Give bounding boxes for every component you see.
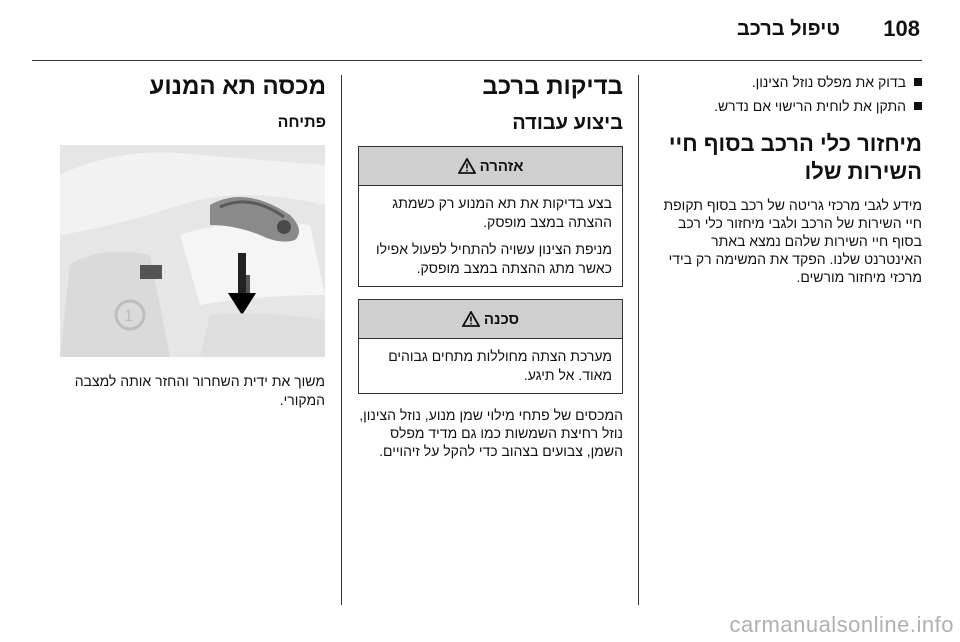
- bullet-item: [650, 72, 922, 92]
- warning-box-header: [359, 147, 622, 186]
- danger-label: סכנה: [483, 310, 520, 328]
- danger-box-header: [359, 300, 622, 339]
- warning-label: אזהרה: [479, 157, 524, 175]
- hood-release-lever-photo: [60, 145, 325, 357]
- bullet-text: בדוק את מפלס נוזל הצינון.: [751, 74, 906, 90]
- column-divider-left: [341, 75, 342, 605]
- warning-paragraph: מניפת הצינון עשויה להתחיל לפעול אפילו כאשר מתג ההצתה במצב מופסק.: [375, 241, 612, 276]
- bullet-square-icon: [914, 102, 922, 110]
- right-column: [650, 72, 922, 286]
- section-title-hood: מכסה תא המנוע: [149, 73, 326, 100]
- photo-caption: משוך את ידית השחרור והחזר אותה למצבה המקורי.: [74, 373, 325, 408]
- section-subtitle-opening: פתיחה: [277, 114, 326, 131]
- bullet-square-icon: [914, 78, 922, 86]
- svg-text:1: 1: [124, 308, 133, 325]
- section-title-vehicle-checks: בדיקות ברכב: [482, 73, 623, 100]
- watermark-text: carmanualsonline.info: [729, 612, 954, 637]
- warning-box-body: [359, 186, 622, 286]
- middle-column: [358, 72, 623, 460]
- running-header-title: טיפול ברכב: [736, 18, 840, 40]
- danger-box-body: [359, 339, 622, 393]
- warning-triangle-icon: [458, 158, 476, 174]
- header-rule: [32, 60, 922, 61]
- recycling-body-text: מידע לגבי מרכזי גריטה של רכב בסוף תקופת חיי השירות של הרכב ולגבי מיחזור כלי רכב בסוף חיי השירות שלהם נמצא באתר האינטרנט שלנו. הפקד את המשימה רק בידי מרכזי מיחזור מורשים.: [663, 197, 922, 285]
- filler-caps-body-text: המכסים של פתחי מילוי שמן מנוע, נוזל הצינון, נוזל רחיצת השמשות כמו גם מדיד מפלס השמן, צבועים בצהוב כדי להקל על זיהויים.: [359, 407, 623, 459]
- warning-triangle-icon: [462, 311, 480, 327]
- bullet-text: התקן את לוחית הרישוי אם נדרש.: [714, 98, 906, 114]
- section-heading-recycling: מיחזור כלי הרכב בסוף חיי השירות שלו: [668, 131, 922, 184]
- column-divider-right: [638, 75, 639, 605]
- left-column: [60, 72, 326, 146]
- danger-box: [358, 299, 623, 394]
- section-subtitle-performing-work: ביצוע עבודה: [512, 112, 623, 134]
- page-number: 108: [883, 16, 920, 41]
- warning-box: [358, 146, 623, 287]
- hood-release-illustration: [60, 145, 325, 357]
- danger-paragraph: מערכת הצתה מחוללות מתחים גבוהים מאוד. אל תיגע.: [388, 348, 612, 383]
- warning-paragraph: בצע בדיקות את תא המנוע רק כשמתג ההצתה במצב מופסק.: [392, 195, 612, 230]
- bullet-item: [650, 96, 922, 116]
